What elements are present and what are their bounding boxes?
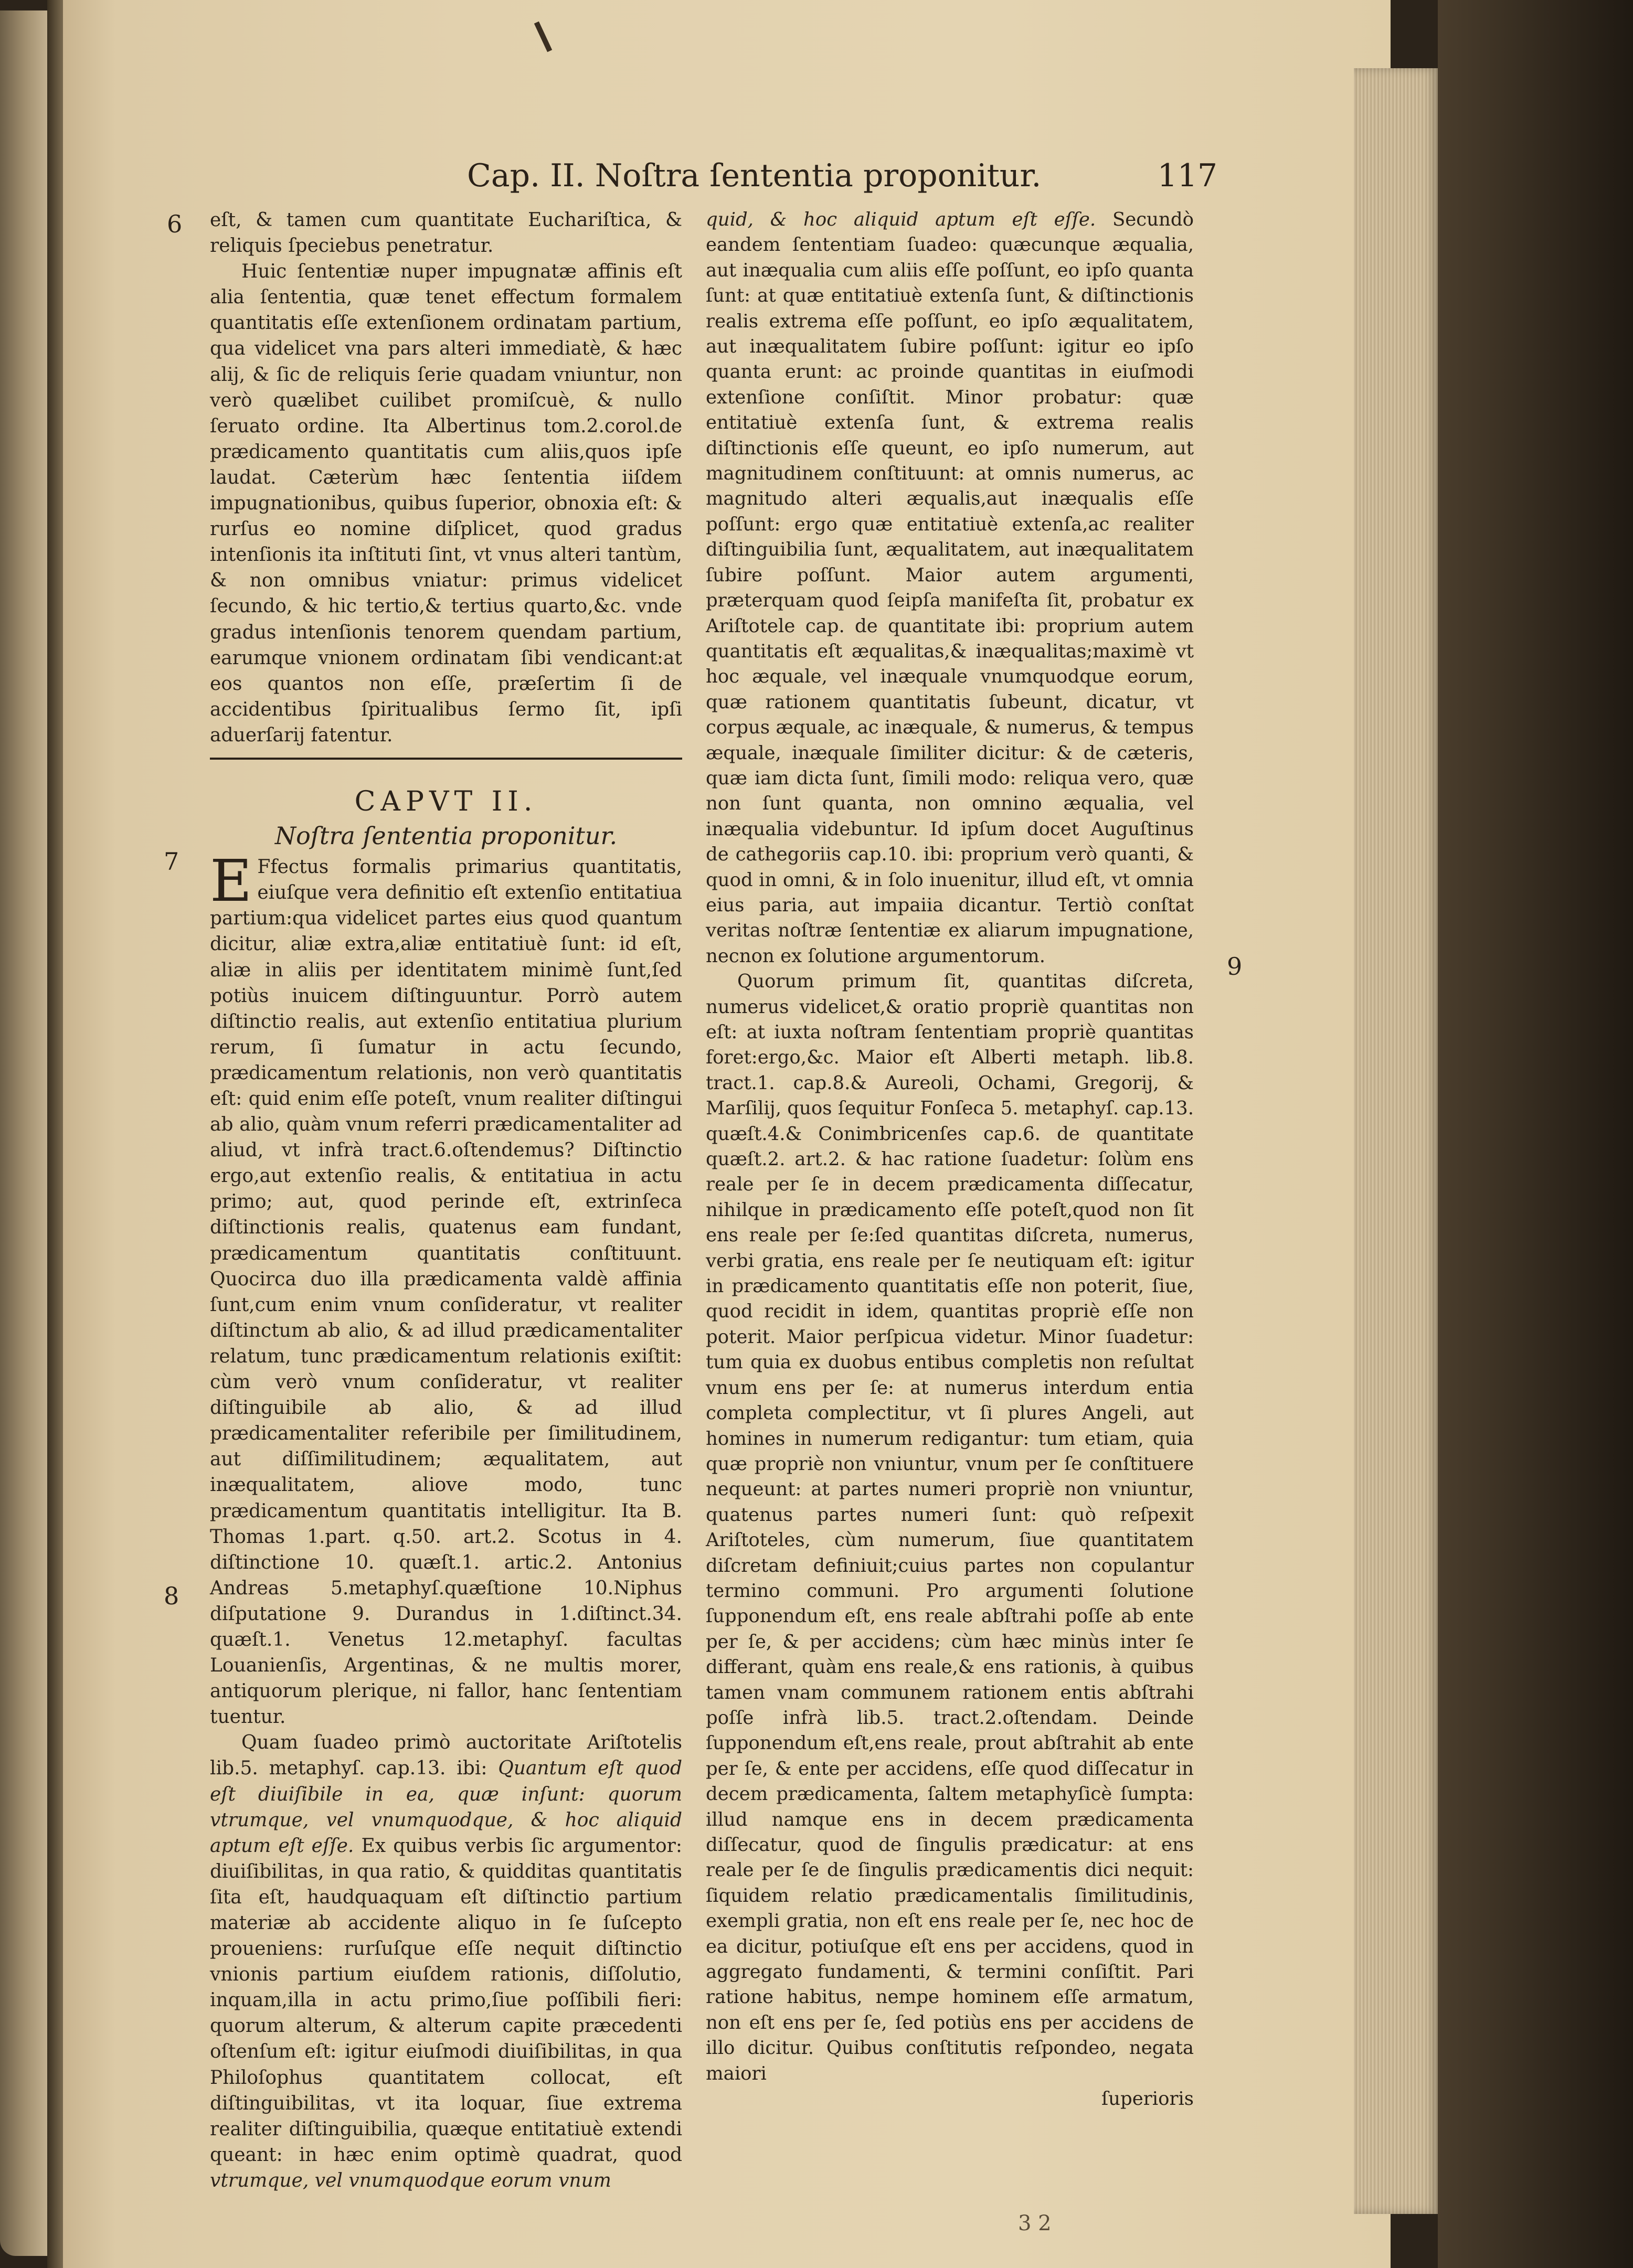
pencil-marks: 3 2 (1018, 2211, 1052, 2235)
drop-capital: E (210, 847, 252, 915)
margin-number-9: 9 (1227, 952, 1243, 981)
chapter-subtitle: Noſtra ſententia proponitur. (274, 822, 618, 850)
paragraph-7 (210, 847, 682, 1730)
page-block-edge (1354, 68, 1438, 2214)
page-number: 117 (1157, 157, 1217, 194)
running-header-title: Cap. II. Noſtra ſententia proponitur. (467, 157, 1042, 194)
paragraph-right-body: Secundò eandem ſententiam ſuadeo: quæcunque æqualia, aut inæqualia cum aliis eſſe poſſunt, eo ipſo quanta ſunt: at quæ entitatiuè extenſa ſunt, & diſtinctionis realis extrema eſſe poſſunt, eo ipſo æqualitatem, aut inæqualitatem ſubire poſſunt: igitur eo ipſo quanta erunt: ac proinde quantitas in eiuſmodi extenſione conſiſtit. Minor probatur: quæ entitatiuè extenſa ſunt, & extrema realis diſtinctionis eſſe queunt, eo ipſo numerum, aut magnitudinem conſtituunt: at omnis numerus, ac magnitudo alteri æqualis,aut inæqualis eſſe poſſunt: ergo quæ entitatiuè extenſa,ac realiter diſtinguibilia ſunt, æqualitatem, aut inæqualitatem ſubire poſſunt. Maior autem argumenti, præterquam quod ſeipſa manifeſta ſit, probatur ex Ariſtotele cap. de quantitate ibi: proprium autem quantitatis eſt æqualitas,& inæqualitas;maximè vt hoc æquale, vel inæquale vnumquodque eorum, quæ rationem quantitatis ſubeunt, dicatur, vt corpus æquale, ac inæquale, & numerus, & tempus æquale, inæquale ſimiliter dicitur: & de cæteris, quæ iam dicta ſunt, ſimili modo: reliqua vero, quæ non ſunt quanta, non omnino æqualia, vel inæqualia videbuntur. Id ipſum docet Auguſtinus de cathegoriis cap.10. ibi: proprium verò quanti, & quod in omni, & in ſolo inuenitur, illud eſt, vt omnia eius paria, aut impaiia dicantur. Tertiò conſtat veritas noſtræ ſententiæ ex aliarum impugnatione, necnon ex ſolutione argumentorum. (706, 209, 1194, 967)
paragraph-9: Quorum primum ſit, quantitas diſcreta, numerus videlicet,& oratio propriè quantitas non eſt: at iuxta noſtram ſententiam propriè quantitas foret:ergo,&c. Maior eſt Alberti metaph. lib.8. tract.1. cap.8.& Aureoli, Ochami, Gregorij, & Marſilij, quos ſequitur Fonſeca 5. metaphyſ. cap.13. quæſt.4.& Conimbricenſes cap.6. de quantitate quæſt.2. art.2. & hac ratione ſuadetur: ſolùm ens reale per ſe in decem prædicamenta diſſecatur, nihilque in prædicamento eſſe poteſt,quod non ſit ens reale per ſe:ſed quantitas diſcreta, numerus, verbi gratia, ens reale per ſe neutiquam eſt: igitur in prædicamento quantitatis eſſe non poterit, ſiue, quod recidit in idem, quantitas propriè eſſe non poterit. Maior perſpicua videtur. Minor ſuadetur: tum quia ex duobus entibus completis non reſultat vnum ens per ſe: at numerus interdum entia completa complectitur, vt ſi plures Angeli, aut homines in numerum redigantur: tum etiam, quia quæ propriè non vniuntur, vnum per ſe conſtituere nequeunt: at partes numeri propriè non vniuntur, quatenus partes numeri ſunt: quò reſpexit Ariſtoteles, cùm numerum, ſiue quantitatem diſcretam definiuit;cuius partes non copulantur termino communi. Pro argumenti ſolutione ſupponendum eſt, ens reale abſtrahi poſſe ab ente per ſe, & per accidens; cùm hæc minùs inter ſe differant, quàm ens reale,& ens rationis, à quibus tamen vnam communem rationem entis abſtrahi poſſe infrà lib.5. tract.2.oſtendam. Deinde ſupponendum eſt,ens reale, prout abſtrahit ab ente per ſe, & ente per accidens, eſſe quod diſſecatur in decem prædicamenta, ſaltem metaphyſicè ſumpta: illud namque ens in decem prædicamenta diſſecatur, quod de ſingulis prædicatur: at ens reale per ſe de ſingulis prædicamentis dici nequit: ſiquidem relatio prædicamentalis ſimilitudinis, exempli gratia, non eſt ens reale per ſe, nec hoc de ea dicitur, potiuſque eſt ens per accidens, quod in aggregato fundamenti, & termini conſiſtit. Pari ratione habitus, nempe hominem eſſe armatum, non eſt ens per ſe, ſed potiùs ens per accidens de illo dicitur. Quibus conſtitutis reſpondeo, negata maiori (706, 971, 1194, 2084)
paragraph-8-italic-end: vtrumque, vel vnumquodque eorum vnum (210, 2169, 611, 2191)
paragraph-8-intro: Quam ſuadeo primò auctoritate Ariſtotelis lib.5. metaphyſ. cap.13. ibi: (210, 1732, 682, 1780)
aristotle-quote: Quantum eſt quod eſt diuiſibile in ea, quæ inſunt: quorum vtrumque, vel vnumquodque, & hoc aliquid aptum eſt eſſe. (210, 1758, 682, 1857)
margin-number-7: 7 (164, 847, 179, 876)
background-shadow (1438, 0, 1633, 2268)
chapter-heading: CAPVT II. (354, 785, 538, 817)
paragraph-6: Huic ſententiæ nuper impugnatæ affinis eſt alia ſententia, quæ tenet effectum formalem quantitatis eſſe extenſionem ordinatam partium, qua videlicet vna pars alteri immediatè, & hæc alij, & ſic de reliquis ſerie quadam vniuntur, non verò quælibet cuilibet promiſcuè, & nullo ſeruato ordine. Ita Albertinus tom.2.corol.de prædicamento quantitatis cum aliis,quos ipſe laudat. Cæterùm hæc ſententia iiſdem impugnationibus, quibus ſuperior, obnoxia eſt: & rurſus eo nomine diſplicet, quod gradus intenſionis ita inſtituti ſint, vt vnus alteri tantùm, & non omnibus vniatur: primus videlicet ſecundo, & hic tertio,& tertius quarto,&c. vnde gradus intenſionis tenorem quendam partium, earumque vnionem ordinatam ſibi vendicant:at eos quantos non eſſe, præſertim ſi de accidentibus ſpiritualibus ſermo ſit, ipſi aduerſarij fatentur. (210, 261, 682, 746)
paragraph-7-text: Ffectus formalis primarius quantitatis, eiuſque vera definitio eſt extenſio entitatiua partium:qua videlicet partes eius quod quantum dicitur, aliæ extra,aliæ entitatiuè ſunt: id eſt, aliæ in aliis per identitatem minimè ſunt,ſed potiùs inuicem diſtinguuntur. Porrò autem diſtinctio realis, aut extenſio entitatiua plurium rerum, ſi ſumatur in actu ſecundo, prædicamentum relationis, non verò quantitatis eſt: quid enim eſſe poteſt, vnum realiter diſtingui ab alio, quàm vnum referri prædicamentaliter ad aliud, vt infrà tract.6.oſtendemus? Diſtinctio ergo,aut extenſio realis, & entitatiua in actu primo; aut, quod perinde eſt, extrinſeca diſtinctionis realis, quatenus eam fundant, prædicamentum quantitatis conſtituunt. Quocirca duo illa prædicamenta valdè affinia ſunt,cum enim vnum conſideratur, vt realiter diſtinctum ab alio, & ad illud prædicamentaliter relatum, tunc prædicamentum relationis exiſtit: cùm verò vnum conſideratur, vt realiter diſtinguibile ab alio, & ad illud prædicamentaliter referibile per ſimilitudinem, aut diſſimilitudinem; æqualitatem, aut inæqualitatem, aliove modo, tunc prædicamentum quantitatis intelligitur. Ita B. Thomas 1.part. q.50. art.2. Scotus in 4. diſtinctione 10. quæſt.1. artic.2. Antonius Andreas 5.metaphyſ.quæſtione 10.Niphus diſputatione 9. Durandus in 1.diſtinct.34. quæſt.1. Venetus 12.metaphyſ. facultas Louanienſis, Argentinas, & ne multis morer, antiquorum plerique, ni fallor, hanc ſententiam tuentur. (210, 856, 682, 1728)
section-rule (210, 758, 682, 784)
right-text-column (706, 207, 1194, 2112)
left-page-edge (0, 10, 50, 2256)
margin-number-8: 8 (164, 1582, 179, 1610)
quote-continuation: quid, & hoc aliquid aptum eſt eſſe. (706, 209, 1096, 230)
margin-number-6: 6 (167, 210, 183, 238)
paragraph-continuation: eſt, & tamen cum quantitate Euchariſtica, & reliquis ſpeciebus penetratur. (210, 209, 682, 257)
catchword: ſuperioris (1101, 2088, 1194, 2110)
paragraph-8-body: Ex quibus verbis ſic argumentor: diuiſibilitas, in qua ratio, & quidditas quantitatis ſita eſt, haudquaquam eſt diſtinctio partium materiæ ab accidente aliquo in ſe ſuſcepto proueniens: rurſuſque eſſe nequit diſtinctio vnionis partium eiuſdem rationis, diſſolutio, inquam,illa in actu primo,ſiue poſſibili fieri: quorum alterum, & alterum capite præcedenti oſtenſum eſt: igitur eiuſmodi diuiſibilitas, in qua Philoſophus quantitatem collocat, eſt diſtinguibilitas, vt ita loquar, ſiue extrema realiter diſtinguibilia, quæque entitatiuè extendi queant: in hæc enim optimè quadrat, quod (210, 1835, 682, 2166)
left-text-column (210, 207, 682, 2194)
paragraph-continuation-right (706, 207, 1194, 969)
paragraph-8 (210, 1730, 682, 2194)
